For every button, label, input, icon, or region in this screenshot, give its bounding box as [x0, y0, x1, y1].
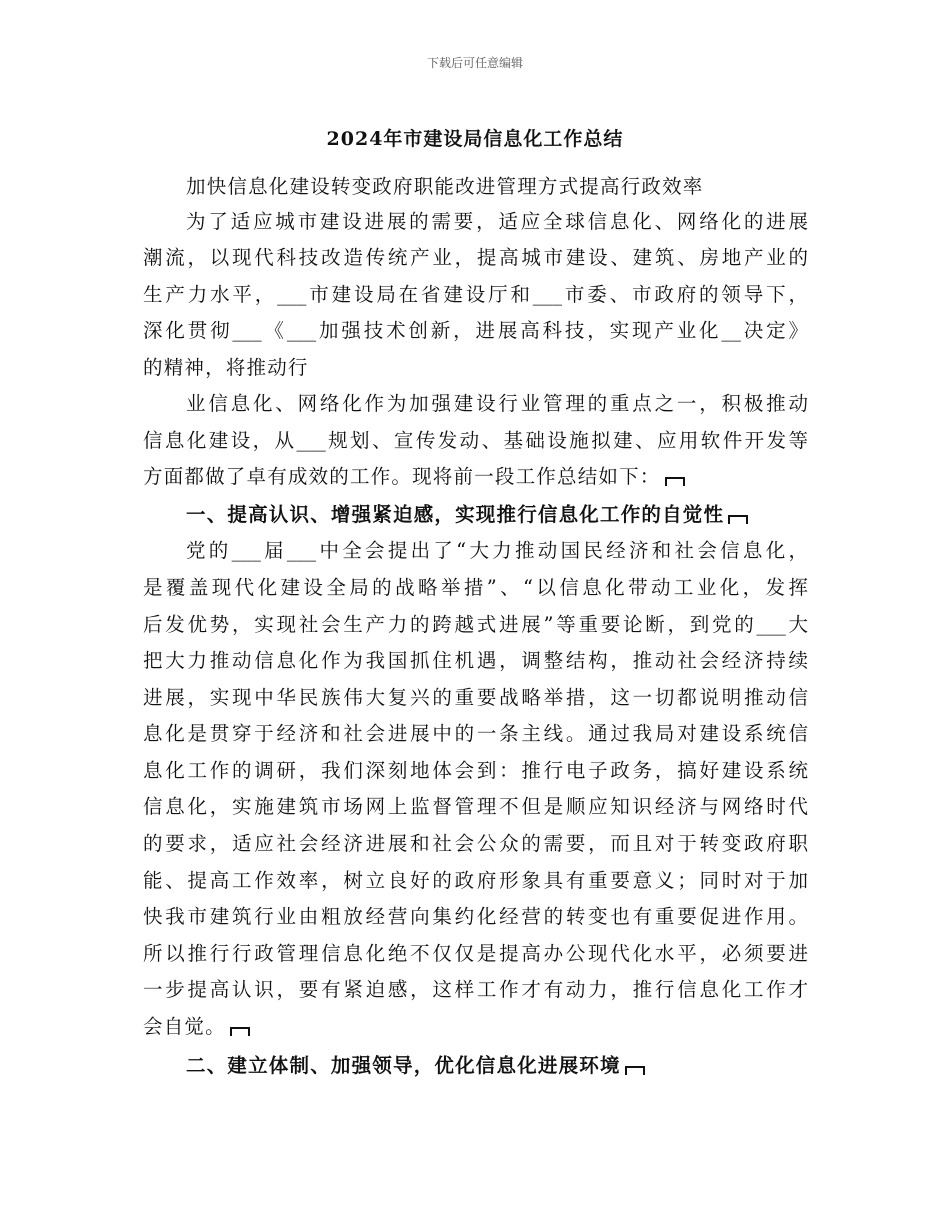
body-line: 的要求，适应社会经济进展和社会公众的需要，而且对于转变政府职 [143, 832, 808, 855]
body-line: 进展，实现中华民族伟大复兴的重要战略举措，这一切都说明推动信 [143, 686, 808, 709]
body-line: 深化贯彻___《___加强技术创新，进展高科技，实现产业化__决定》 [143, 319, 808, 342]
paragraph-mark-icon [625, 1066, 645, 1075]
body-line: 能、提高工作效率，树立良好的政府形象具有重要意义；同时对于加 [143, 869, 808, 892]
body-line: 息化是贯穿于经济和社会进展中的一条主线。通过我局对建设系统信 [143, 722, 808, 745]
body-line: 快我市建筑行业由粗放经营向集约化经营的转变也有重要促进作用。 [143, 905, 808, 928]
paragraph-mark-icon [665, 477, 685, 486]
section-heading-1: 一、提高认识、增强紧迫感，实现推行信息化工作的自觉性 [186, 503, 748, 527]
body-line: 所以推行行政管理信息化绝不仅仅是提高办公现代化水平，必须要进 [143, 942, 808, 965]
subtitle-line: 加快信息化建设转变政府职能改进管理方式提高行政效率 [186, 175, 704, 198]
body-line: 的精神，将推动行 [143, 356, 309, 379]
body-line: 把大力推动信息化作为我国抓住机遇，调整结构，推动社会经济持续 [143, 649, 808, 672]
body-line: 为了适应城市建设进展的需要，适应全球信息化、网络化的进展 [186, 210, 808, 233]
body-line: 信息化，实施建筑市场网上监督管理不但是顺应知识经济与网络时代 [143, 795, 808, 818]
document-title: 2024年市建设局信息化工作总结 [326, 128, 624, 150]
section-heading-2: 二、建立体制、加强领导，优化信息化进展环境 [186, 1054, 645, 1078]
header-note: 下载后可任意编辑 [426, 56, 523, 70]
body-line: 潮流，以现代科技改造传统产业，提高城市建设、建筑、房地产业的 [143, 246, 808, 269]
body-line: 后发优势，实现社会生产力的跨越式进展”等重要论断，到党的___大 [143, 613, 808, 636]
body-line: 一步提高认识，要有紧迫感，这样工作才有动力，推行信息化工作才 [143, 978, 808, 1001]
body-line: 业信息化、网络化作为加强建设行业管理的重点之一，积极推动 [186, 392, 808, 415]
body-line: 信息化建设，从___规划、宣传发动、基础设施拟建、应用软件开发等 [143, 429, 808, 452]
body-line: 是覆盖现代化建设全局的战略举措”、“以信息化带动工业化，发挥 [143, 576, 808, 599]
body-line: 会自觉。 [143, 1015, 250, 1039]
paragraph-mark-icon [230, 1027, 250, 1036]
body-line: 生产力水平，___市建设局在省建设厅和___市委、市政府的领导下， [143, 283, 808, 306]
body-line: 党的___届___中全会提出了“大力推动国民经济和社会信息化， [186, 539, 808, 562]
body-line: 方面都做了卓有成效的工作。现将前一段工作总结如下： [143, 465, 685, 489]
body-line: 息化工作的调研，我们深刻地体会到：推行电子政务，搞好建设系统 [143, 759, 808, 782]
paragraph-mark-icon [728, 515, 748, 524]
